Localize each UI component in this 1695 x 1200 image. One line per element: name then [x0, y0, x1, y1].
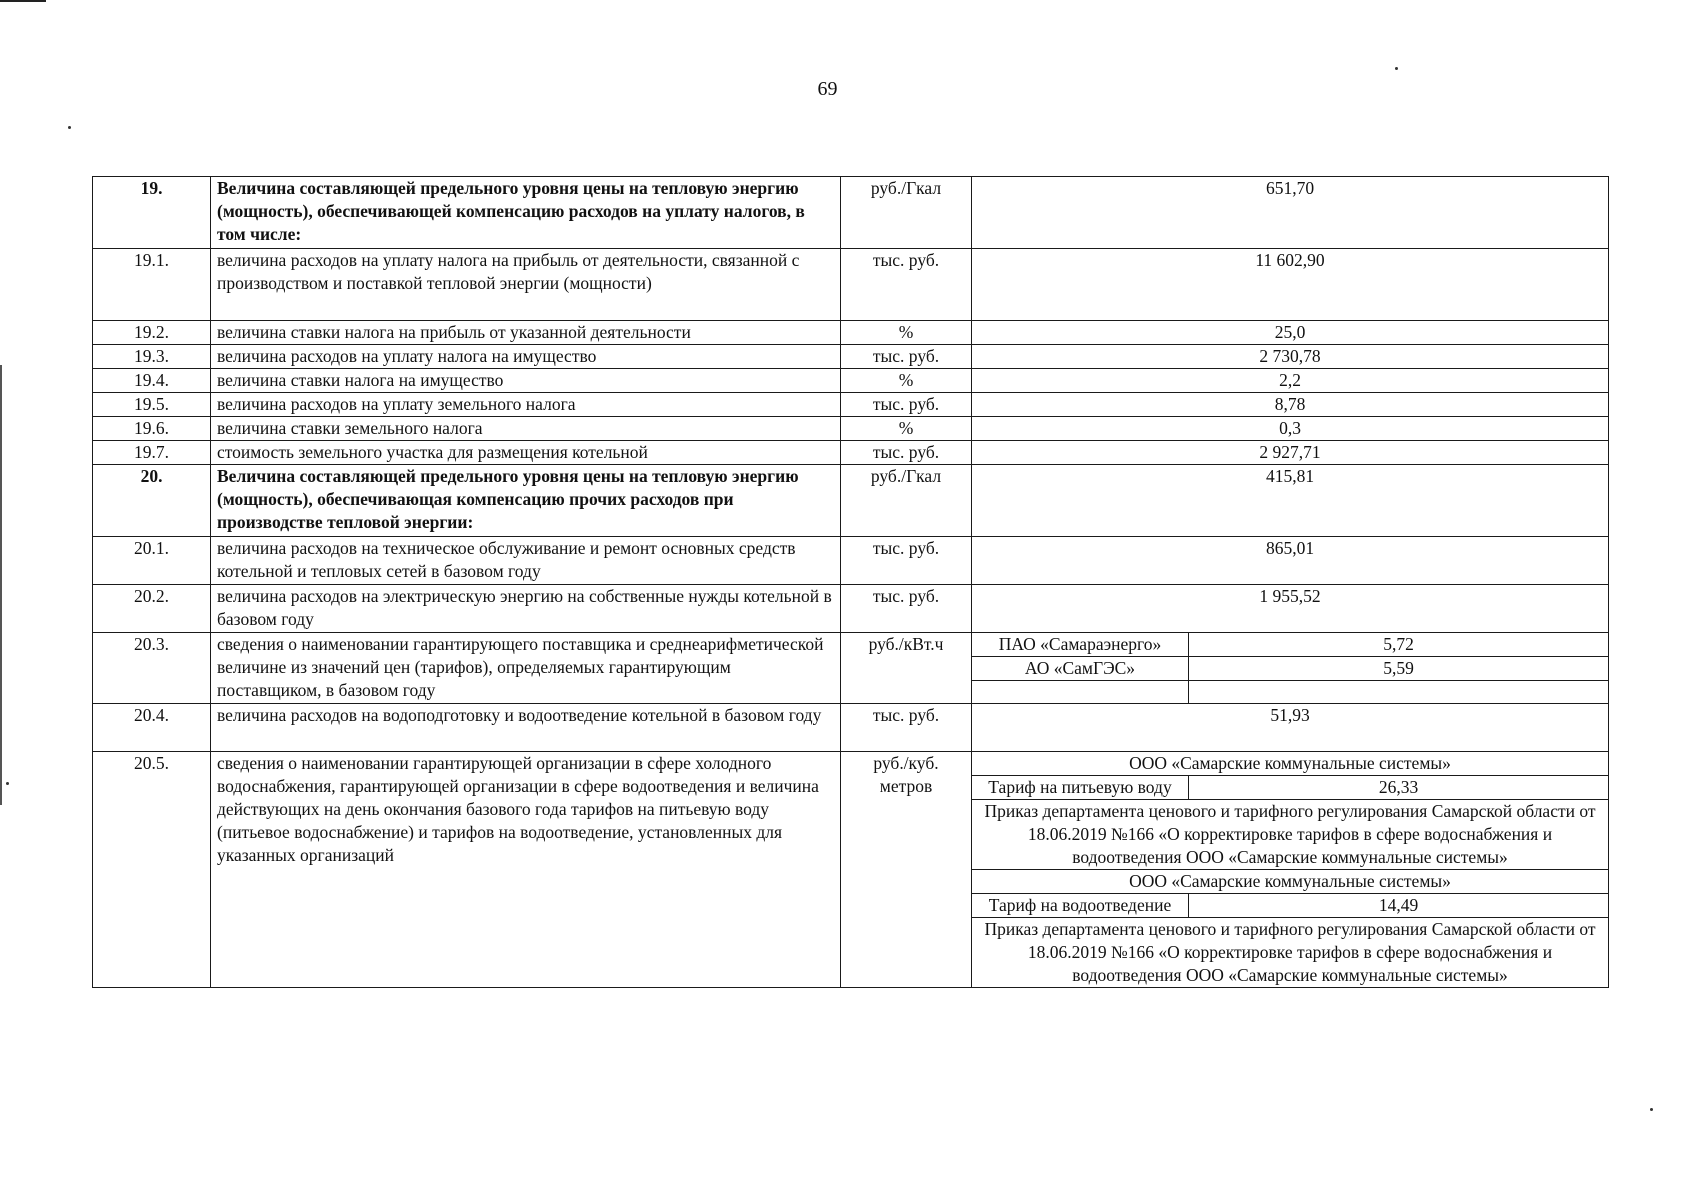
- row-value: 651,70: [972, 177, 1609, 249]
- organization-name: ООО «Самарские коммунальные системы»: [972, 752, 1609, 776]
- table-row: [93, 321, 1609, 345]
- scan-speck: [68, 126, 71, 129]
- row-number: 19.5.: [93, 393, 211, 417]
- row-description: величина расходов на электрическую энергию на собственные нужды котельной в базовом году: [211, 585, 841, 633]
- row-value: 2 730,78: [972, 345, 1609, 369]
- row-number: 20.: [93, 465, 211, 537]
- row-unit: тыс. руб.: [841, 441, 972, 465]
- row-unit: руб./кВт.ч: [841, 633, 972, 704]
- row-value: 11 602,90: [972, 249, 1609, 321]
- table-row: [93, 345, 1609, 369]
- row-value: 25,0: [972, 321, 1609, 345]
- row-unit: руб./Гкал: [841, 465, 972, 537]
- supplier-name: АО «СамГЭС»: [972, 657, 1189, 681]
- row-description: величина расходов на уплату налога на прибыль от деятельности, связанной с производством и поставкой тепловой энергии (мощности): [211, 249, 841, 321]
- row-unit: %: [841, 369, 972, 393]
- empty-cell: [1189, 681, 1609, 704]
- row-value: 1 955,52: [972, 585, 1609, 633]
- row-description: величина расходов на водоподготовку и водоотведение котельной в базовом году: [211, 704, 841, 752]
- empty-cell: [972, 681, 1189, 704]
- table-row: [93, 752, 1609, 776]
- organization-name: ООО «Самарские коммунальные системы»: [972, 870, 1609, 894]
- scan-speck: [1395, 67, 1398, 70]
- supplier-value: 5,72: [1189, 633, 1609, 657]
- table-row: [93, 633, 1609, 657]
- tariff-table: [92, 176, 1609, 988]
- row-number: 20.3.: [93, 633, 211, 704]
- row-unit: тыс. руб.: [841, 537, 972, 585]
- table-row: [93, 585, 1609, 633]
- table-row: [93, 369, 1609, 393]
- scan-margin-line: [0, 365, 2, 805]
- row-number: 19.6.: [93, 417, 211, 441]
- tariff-label: Тариф на водоотведение: [972, 894, 1189, 918]
- table-row: [93, 393, 1609, 417]
- row-value: 865,01: [972, 537, 1609, 585]
- row-description: величина расходов на техническое обслуживание и ремонт основных средств котельной и тепловых сетей в базовом году: [211, 537, 841, 585]
- row-unit: %: [841, 417, 972, 441]
- table-row: [93, 417, 1609, 441]
- row-unit: тыс. руб.: [841, 249, 972, 321]
- scan-speck: [6, 782, 9, 785]
- table-row: [93, 441, 1609, 465]
- row-unit: тыс. руб.: [841, 393, 972, 417]
- row-unit: тыс. руб.: [841, 585, 972, 633]
- supplier-name: ПАО «Самараэнерго»: [972, 633, 1189, 657]
- row-unit: тыс. руб.: [841, 345, 972, 369]
- scan-speck: [1650, 1108, 1653, 1111]
- row-description: величина расходов на уплату земельного налога: [211, 393, 841, 417]
- row-description: Величина составляющей предельного уровня цены на тепловую энергию (мощность), обеспечивающей компенсацию расходов на уплату налогов, в том числе:: [211, 177, 841, 249]
- row-number: 20.5.: [93, 752, 211, 988]
- row-value: 0,3: [972, 417, 1609, 441]
- row-value: 2 927,71: [972, 441, 1609, 465]
- row-value: 51,93: [972, 704, 1609, 752]
- row-description: сведения о наименовании гарантирующего поставщика и среднеарифметической величине из значений цен (тарифов), определяемых гарантирующим поставщиком, в базовом году: [211, 633, 841, 704]
- table-row: [93, 249, 1609, 321]
- table-row: [93, 465, 1609, 537]
- scan-edge-line: [0, 0, 46, 2]
- row-description: величина ставки налога на имущество: [211, 369, 841, 393]
- row-description: сведения о наименовании гарантирующей организации в сфере холодного водоснабжения, гарантирующей организации в сфере водоотведения и величина действующих на день окончания базового года тарифов на питьевую воду (питьевое водоснабжение) и тарифов на водоотведение, установленных для указанных организаций: [211, 752, 841, 988]
- row-number: 20.2.: [93, 585, 211, 633]
- row-description: стоимость земельного участка для размещения котельной: [211, 441, 841, 465]
- tariff-label: Тариф на питьевую воду: [972, 776, 1189, 800]
- row-number: 20.1.: [93, 537, 211, 585]
- row-unit: руб./куб. метров: [841, 752, 972, 988]
- row-description: величина расходов на уплату налога на имущество: [211, 345, 841, 369]
- table-row: [93, 704, 1609, 752]
- order-reference: Приказ департамента ценового и тарифного регулирования Самарской области от 18.06.2019 №166 «О корректировке тарифов в сфере водоснабжения и водоотведения ООО «Самарские коммунальные системы»: [972, 800, 1609, 870]
- row-value: 2,2: [972, 369, 1609, 393]
- row-number: 19.2.: [93, 321, 211, 345]
- row-unit: руб./Гкал: [841, 177, 972, 249]
- row-description: величина ставки земельного налога: [211, 417, 841, 441]
- row-number: 20.4.: [93, 704, 211, 752]
- row-value: 8,78: [972, 393, 1609, 417]
- row-number: 19.4.: [93, 369, 211, 393]
- order-reference: Приказ департамента ценового и тарифного регулирования Самарской области от 18.06.2019 №166 «О корректировке тарифов в сфере водоснабжения и водоотведения ООО «Самарские коммунальные системы»: [972, 918, 1609, 988]
- tariff-value: 26,33: [1189, 776, 1609, 800]
- row-unit: %: [841, 321, 972, 345]
- row-number: 19.3.: [93, 345, 211, 369]
- row-value: 415,81: [972, 465, 1609, 537]
- row-number: 19.7.: [93, 441, 211, 465]
- supplier-value: 5,59: [1189, 657, 1609, 681]
- row-description: величина ставки налога на прибыль от указанной деятельности: [211, 321, 841, 345]
- table-row: [93, 177, 1609, 249]
- page-number: 69: [817, 78, 838, 100]
- row-number: 19.1.: [93, 249, 211, 321]
- tariff-value: 14,49: [1189, 894, 1609, 918]
- row-description: Величина составляющей предельного уровня цены на тепловую энергию (мощность), обеспечивающая компенсацию прочих расходов при производстве тепловой энергии:: [211, 465, 841, 537]
- table-row: [93, 537, 1609, 585]
- row-unit: тыс. руб.: [841, 704, 972, 752]
- row-number: 19.: [93, 177, 211, 249]
